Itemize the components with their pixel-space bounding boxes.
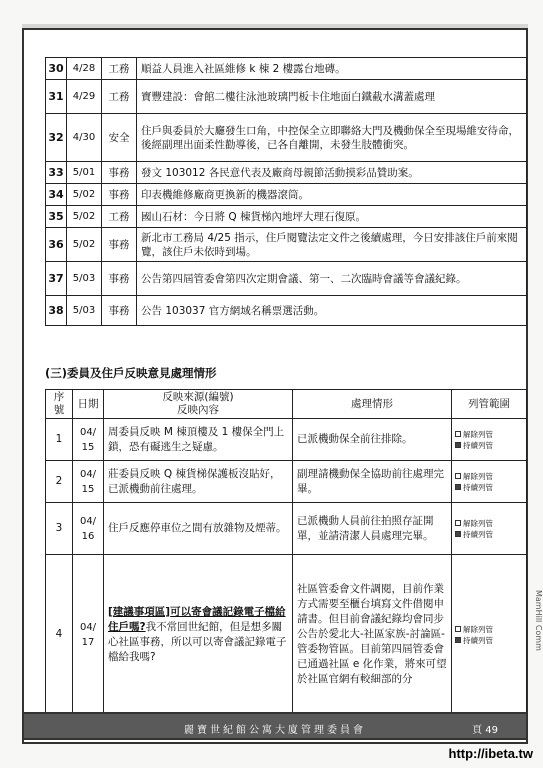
feedback-handling: 副理請機動保全協助前往處理完畢。 — [293, 461, 452, 503]
release-option — [455, 624, 523, 635]
log-date: 4/28 — [67, 58, 102, 80]
keep-option — [455, 635, 523, 646]
log-description: 住戶與委員於大廳發生口角，中控保全立即聯絡大門及機動保全至現場維安待命，後經副理出面柔性勸導後，已各自離開，未發生肢體衝突。 — [137, 114, 527, 162]
log-description: 順益人員進入社區維修 k 棟 2 樓露台地磚。 — [137, 58, 527, 80]
watermark-url: http://ibeta.tw — [448, 746, 533, 761]
section-title: (三)委員及住戶反映意見處理情形 — [45, 366, 217, 380]
header-source — [104, 390, 293, 419]
log-row — [46, 58, 527, 80]
log-row — [46, 262, 527, 296]
log-row — [46, 228, 527, 262]
log-description: 寶豐建設：會館二樓往泳池玻璃門板卡住地面白鐵截水溝蓋處理 — [137, 80, 527, 114]
feedback-row — [46, 461, 527, 503]
log-date: 5/03 — [67, 296, 102, 326]
feedback-content — [104, 555, 293, 715]
log-date: 5/02 — [67, 184, 102, 206]
log-category: 事務 — [102, 262, 137, 296]
log-date: 4/29 — [67, 80, 102, 114]
header-source-line1: 反映來源(編號) — [162, 391, 234, 403]
log-date: 4/30 — [67, 114, 102, 162]
feedback-date-day: 16 — [81, 530, 95, 542]
release-checkbox — [455, 520, 461, 526]
log-number: 34 — [46, 184, 67, 206]
log-number: 36 — [46, 228, 67, 262]
feedback-header-row — [46, 390, 527, 419]
keep-checkbox — [455, 484, 461, 490]
log-date: 5/01 — [67, 162, 102, 184]
log-description: 印表機維修廠商更換新的機器滾筒。 — [137, 184, 527, 206]
keep-checkbox — [455, 637, 461, 643]
feedback-date-month: 04/ — [79, 515, 97, 527]
release-label: 解除列管 — [463, 624, 493, 634]
log-number: 37 — [46, 262, 67, 296]
feedback-number: 1 — [46, 419, 73, 461]
keep-label: 持續列管 — [463, 482, 493, 492]
log-row — [46, 162, 527, 184]
release-label: 解除列管 — [463, 429, 493, 439]
log-category: 工務 — [102, 58, 137, 80]
log-number: 33 — [46, 162, 67, 184]
keep-checkbox — [455, 442, 461, 448]
release-checkbox — [455, 431, 461, 437]
feedback-content-body: 我不常回世紀館，但是想多關心社區事務，所以可以寄會議記錄電子檔給我嗎? — [108, 620, 287, 663]
keep-label: 持續列管 — [463, 635, 493, 645]
footer-bar — [22, 712, 528, 740]
release-option — [455, 429, 523, 440]
log-row — [46, 296, 527, 326]
keep-label: 持續列管 — [463, 440, 493, 450]
feedback-number: 2 — [46, 461, 73, 503]
log-description: 新北市工務局 4/25 指示，住戶閱覽法定文件之後續處理，今日安排該住戶前來閱覽，該住戶未依時到場。 — [137, 228, 527, 262]
log-category: 事務 — [102, 228, 137, 262]
feedback-date — [73, 503, 104, 555]
footer-title: 麗寶世紀館公寓大廈管理委員會 — [184, 725, 366, 736]
keep-option — [455, 482, 523, 493]
footer-page-number: 頁 49 — [472, 725, 498, 736]
feedback-handling: 已派機動人員前往拍照存証開單，並請清潔人員處理完畢。 — [293, 503, 452, 555]
keep-checkbox — [455, 531, 461, 537]
feedback-date-month: 04/ — [79, 621, 97, 633]
feedback-row — [46, 555, 527, 715]
log-number: 35 — [46, 206, 67, 228]
feedback-content-title: 可以寄會議記錄電子檔給住戶嗎? — [108, 605, 286, 633]
log-date: 5/02 — [67, 206, 102, 228]
log-number: 32 — [46, 114, 67, 162]
log-category: 安全 — [102, 114, 137, 162]
release-label: 解除列管 — [463, 471, 493, 481]
side-stamp: MamHill Comm — [534, 590, 543, 651]
log-description: 國山石材：今日將 Q 棟貨梯內地坪大理石復原。 — [137, 206, 527, 228]
feedback-row — [46, 419, 527, 461]
tracking-status — [452, 555, 527, 715]
release-checkbox — [455, 626, 461, 632]
work-log-table — [45, 57, 527, 326]
keep-label: 持續列管 — [463, 529, 493, 539]
release-option — [455, 518, 523, 529]
feedback-number: 3 — [46, 503, 73, 555]
feedback-row — [46, 503, 527, 555]
feedback-table — [45, 389, 527, 715]
log-number: 38 — [46, 296, 67, 326]
release-label: 解除列管 — [463, 518, 493, 528]
feedback-date — [73, 419, 104, 461]
feedback-date-month: 04/ — [79, 426, 97, 438]
log-row — [46, 184, 527, 206]
header-handling: 處理情形 — [293, 390, 452, 419]
release-option — [455, 471, 523, 482]
feedback-date-day: 15 — [81, 483, 95, 495]
feedback-handling: 社區管委會文件調閱，目前作業方式需要至櫃台填寫文件借閱申請書。但目前會議紀錄均會同步公告於愛北大-社區家族-討論區-管委物管區。目前第四屆管委會已通過社區 e 化作業，將來可望於社區官網有較細部的分 — [293, 555, 452, 715]
header-date: 日期 — [73, 390, 104, 419]
log-category: 事務 — [102, 184, 137, 206]
log-description: 公告第四屆管委會第四次定期會議、第一、二次臨時會議等會議紀錄。 — [137, 262, 527, 296]
log-row — [46, 80, 527, 114]
feedback-date-month: 04/ — [79, 468, 97, 480]
tracking-status — [452, 419, 527, 461]
keep-option — [455, 529, 523, 540]
release-checkbox — [455, 473, 461, 479]
log-row — [46, 206, 527, 228]
feedback-content: 莊委員反映 Q 棟貨梯保護板沒貼好，已派機動前往處理。 — [104, 461, 293, 503]
log-description: 公告 103037 官方網域名稱票選活動。 — [137, 296, 527, 326]
log-description: 發文 103012 各民意代表及廠商母親節活動摸彩品贊助案。 — [137, 162, 527, 184]
log-row — [46, 114, 527, 162]
feedback-handling: 已派機動保全前往排除。 — [293, 419, 452, 461]
tracking-status — [452, 461, 527, 503]
feedback-date-day: 17 — [81, 636, 95, 648]
feedback-date-day: 15 — [81, 441, 95, 453]
header-no: 序號 — [46, 390, 73, 419]
log-category: 工務 — [102, 206, 137, 228]
log-category: 工務 — [102, 80, 137, 114]
feedback-date — [73, 555, 104, 715]
keep-option — [455, 440, 523, 451]
log-date: 5/02 — [67, 228, 102, 262]
log-number: 30 — [46, 58, 67, 80]
log-date: 5/03 — [67, 262, 102, 296]
log-category: 事務 — [102, 162, 137, 184]
feedback-content: 住戶反應停車位之間有放雜物及煙蒂。 — [104, 503, 293, 555]
feedback-content: 周委員反映 M 棟頂樓及 1 樓保全門上鎖，恐有礙逃生之疑慮。 — [104, 419, 293, 461]
feedback-number: 4 — [46, 555, 73, 715]
header-tracking: 列管範圍 — [452, 390, 527, 419]
header-source-line2: 反映內容 — [177, 404, 219, 416]
feedback-content-tag: [建議事項區] — [108, 605, 171, 618]
log-category: 事務 — [102, 296, 137, 326]
feedback-date — [73, 461, 104, 503]
tracking-status — [452, 503, 527, 555]
log-number: 31 — [46, 80, 67, 114]
